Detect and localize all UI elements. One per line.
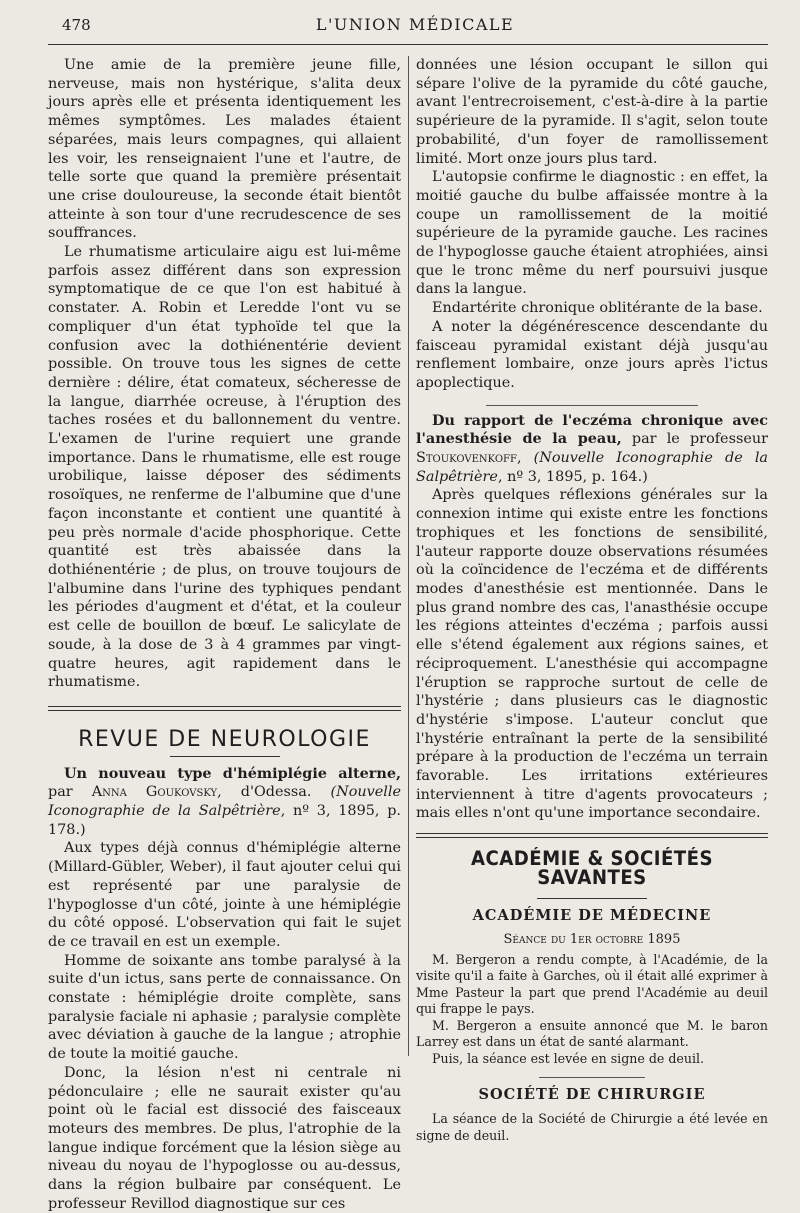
subsection-title-academie: ACADÉMIE DE MÉDECINE <box>472 906 712 924</box>
column-divider <box>408 56 409 1056</box>
article-title: Du rapport de l'eczéma chronique avec l'anesthésie de la peau, <box>416 411 768 448</box>
article-author: Anna Goukovsky <box>91 784 218 801</box>
paragraph: M. Bergeron a ensuite annoncé que M. le baron Larrey est dans un état de santé alarmant. <box>416 1017 768 1050</box>
left-column <box>48 56 401 1213</box>
header-rule <box>48 44 768 45</box>
paragraph: A noter la dégénérescence descendante du faisceau pyramidal existant déjà jusqu'au renflement lombaire, onze jours après l'ictus apoplectique. <box>416 318 768 391</box>
section-rule <box>48 706 401 711</box>
section-title-academie: ACADÉMIE & SOCIÉTÉS SAVANTES <box>470 847 714 889</box>
paragraph: Donc, la lésion n'est ni centrale ni pédonculaire ; elle ne saurait exister qu'au point où le facial est dissocié des faisceaux moteurs des membres. De plus, l'atrophie de la langue indique forcément que la lésion siège au niveau du noyau de l'hypoglosse ou au-dessus, dans la région bulbaire par conséquent. Le professeur Revillod diagnostique sur ces <box>48 1064 401 1212</box>
paragraph: données une lésion occupant le sillon qui sépare l'olive de la pyramide du côté gauche, avant l'entrecroisement, c'est-à-dire à la partie supérieure de la pyramide. Il s'agit, selon toute probabilité, d'un foyer de ramollissement limité. Mort onze jours plus tard. <box>416 57 768 167</box>
section-title-neurologie: REVUE DE NEUROLOGIE <box>78 726 371 752</box>
article-title: Un nouveau type d'hémiplégie alterne, <box>64 764 401 782</box>
short-rule <box>170 756 280 757</box>
short-rule <box>537 898 647 899</box>
page-number: 478 <box>62 16 91 34</box>
paragraph: Puis, la séance est levée en signe de deuil. <box>432 1050 705 1066</box>
right-column <box>416 56 768 1144</box>
subsection-title-chirurgie: SOCIÉTÉ DE CHIRURGIE <box>478 1086 706 1104</box>
article-heading: Un nouveau type d'hémiplégie alterne, par Anna Goukovsky, d'Odessa. (Nouvelle Iconographie de la Salpêtrière, nº 3, 1895, p. 178.) <box>48 764 401 838</box>
section-rule <box>416 833 768 838</box>
paragraph: Aux types déjà connus d'hémiplégie alterne (Millard-Gübler, Weber), il faut ajouter celui qui est représenté par une paralysie de l'hypoglosse d'un côté, jointe à une hémiplégie du côté opposé. L'observation qui fait le sujet de ce travail en est un exemple. <box>48 840 401 950</box>
journal-title: L'UNION MÉDICALE <box>315 15 515 34</box>
paragraph: Le rhumatisme articulaire aigu est lui-même parfois assez différent dans son expression symptomatique de ce que l'on est habitué à constater. A. Robin et Leredde l'ont vu se compliquer d'un état typhoïde tel que la confusion avec la dothiénentérie devient possible. On trouve tous les signes de cette dernière : délire, état comateux, sécheresse de la langue, diarrhée ocreuse, à l'éruption des taches rosées et du ballonnement du ventre. L'examen de l'urine requiert une grande importance. Dans le rhumatisme, elle est rouge urobilique, laisse déposer des sédiments rosoïques, ne renferme de l'albumine que d'une façon inconstante et contient une quantité à peu près normale d'acide phosphorique. Cette quantité est très abaissée dans la dothiénentérie ; de plus, on trouve toujours de l'albumine dans l'urine des typhiques pendant les périodes d'augment et d'état, et la couleur est celle de bouillon de bœuf. Le salicylate de soude, à la dose de 3 à 4 grammes par vingt-quatre heures, agit rapidement dans le rhumatisme. <box>48 244 401 691</box>
article-reference: (Nouvelle Iconographie de la Salpêtrière <box>416 450 769 485</box>
session-date: Séance du 1er octobre 1895 <box>503 932 681 948</box>
page-header <box>62 14 768 38</box>
article-reference: (Nouvelle Iconographie de la Salpêtrière <box>48 784 401 820</box>
paragraph: Après quelques réflexions générales sur la connexion intime qui existe entre les fonctions trophiques et les fonctions de sensibilité, l'auteur rapporte douze observations résumées où la coïncidence de l'eczéma et de différents modes d'anesthésie est mentionnée. Dans le plus grand nombre des cas, l'anasthésie occupe les régions atteintes d'eczéma ; parfois aussi elle s'étend également aux régions saines, et réciproquement. L'anesthésie qui accompagne l'éruption se rapproche surtout de celle de l'hystérie ; dans plusieurs cas le diagnostic d'hystérie s'impose. L'auteur conclut que l'hystérie entraînant la perte de la sensibilité prépare à la production de l'eczéma un terrain favorable. Les irritations extérieures interviennent à titre d'agents provocateurs ; mais elles n'ont qu'une importance secondaire. <box>416 487 768 822</box>
paragraph: Endartérite chronique oblitérante de la base. <box>432 300 763 317</box>
article-author: Stoukovenkoff <box>416 450 517 467</box>
paragraph: L'autopsie confirme le diagnostic : en effet, la moitié gauche du bulbe affaissée montre à la coupe un ramollissement de la moitié supérieure de la pyramide gauche. Les racines de l'hypoglosse gauche étaient atrophiées, ainsi que le tronc même du nerf poursuivi jusque dans la langue. <box>416 169 768 298</box>
paragraph: Une amie de la première jeune fille, nerveuse, mais non hystérique, s'alita deux jours après elle et présenta identiquement les mêmes symptômes. Les malades étaient séparées, mais leurs compagnes, qui allaient les voir, les renseignaient l'une et l'autre, de telle sorte que quand la première présentait une crise douloureuse, la seconde était bientôt atteinte à son tour d'une recrudescence de ses souffrances. <box>48 57 401 242</box>
article-heading: Du rapport de l'eczéma chronique avec l'anesthésie de la peau, par le professeur Stoukovenkoff, (Nouvelle Iconographie de la Salpêtrière, nº 3, 1895, p. 164.) <box>416 411 769 485</box>
paragraph: La séance de la Société de Chirurgie a été levée en signe de deuil. <box>416 1111 768 1143</box>
paragraph: Homme de soixante ans tombe paralysé à la suite d'un ictus, sans perte de connaissance. On constate : hémiplégie droite complète, sans paralysie faciale ni aphasie ; paralysie complète avec déviation à gauche de la langue ; atrophie de toute la moitié gauche. <box>48 952 401 1063</box>
paragraph: M. Bergeron a rendu compte, à l'Académie, de la visite qu'il a faite à Garches, où il était allé exprimer à Mme Pasteur la part que prend l'Académie au deuil qui frappe le pays. <box>416 951 768 1017</box>
